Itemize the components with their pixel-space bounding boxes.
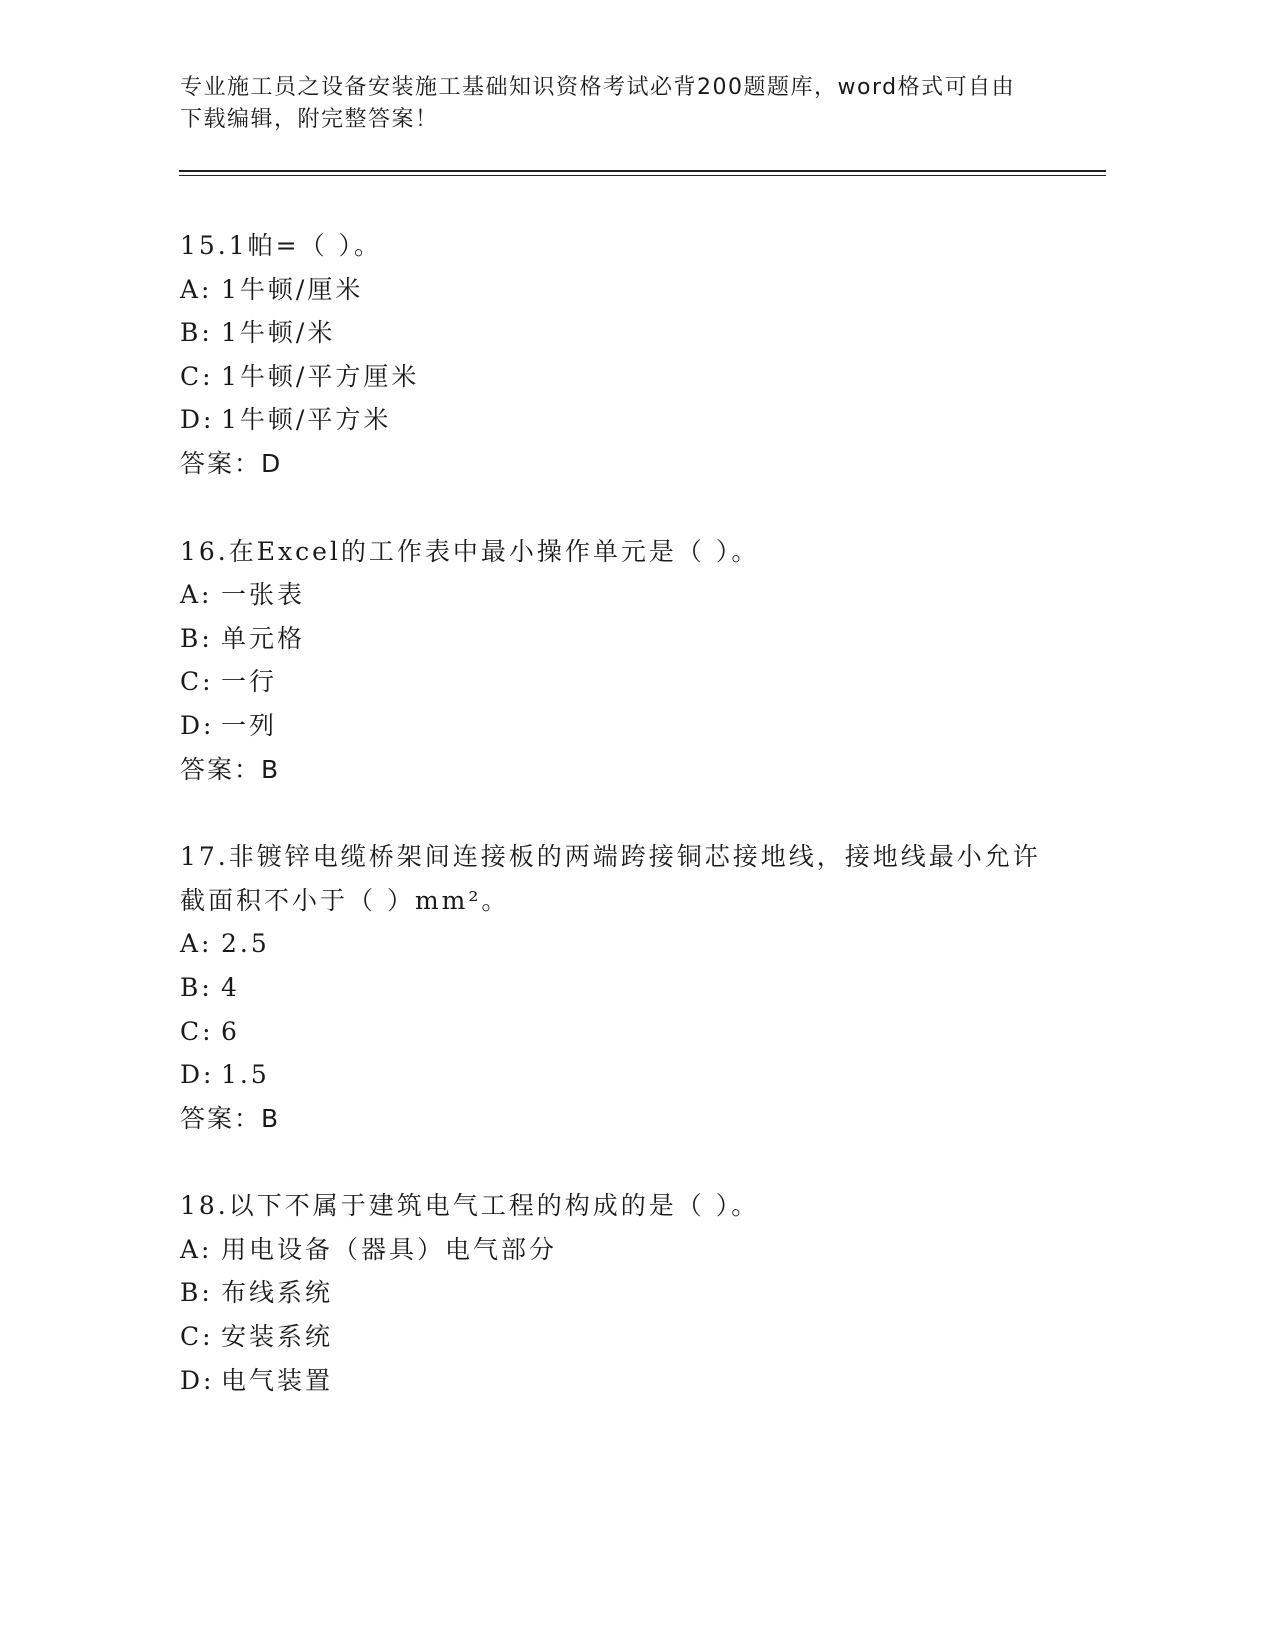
option-letter: C: bbox=[180, 667, 214, 697]
option-letter: B: bbox=[180, 318, 213, 348]
option-letter: B: bbox=[180, 623, 213, 653]
option-c bbox=[180, 355, 1080, 399]
option-c bbox=[180, 660, 1080, 704]
option-c bbox=[180, 1315, 1080, 1359]
answer-line: 答案：B bbox=[180, 754, 281, 784]
answer-line: 答案：D bbox=[180, 448, 283, 478]
header-title-line-1: 专业施工员之设备安装施工基础知识资格考试必背200题题库，word格式可自由 bbox=[180, 75, 1016, 100]
option-text: 一行 bbox=[221, 667, 278, 697]
option-a bbox=[180, 1228, 1080, 1272]
option-letter: D: bbox=[180, 1365, 215, 1395]
option-d bbox=[180, 1359, 1080, 1403]
option-c bbox=[180, 1010, 1080, 1054]
question-stem-continued: 截面积不小于（ ）mm²。 bbox=[180, 885, 510, 915]
question-15 bbox=[180, 224, 1080, 486]
option-letter: D: bbox=[180, 405, 215, 435]
option-a bbox=[180, 268, 1080, 312]
question-17 bbox=[180, 835, 1080, 1140]
option-b bbox=[180, 1271, 1080, 1315]
option-b bbox=[180, 617, 1080, 661]
option-text: 用电设备（器具）电气部分 bbox=[221, 1234, 558, 1264]
option-d bbox=[180, 398, 1080, 442]
option-text: 6 bbox=[221, 1016, 240, 1046]
question-list bbox=[180, 224, 1080, 1446]
header-divider-thin bbox=[179, 175, 1106, 176]
option-text: 电气装置 bbox=[221, 1365, 334, 1395]
option-letter: C: bbox=[180, 361, 214, 391]
option-letter: C: bbox=[180, 1016, 214, 1046]
answer-line: 答案：B bbox=[180, 1103, 281, 1133]
option-text: 1牛顿/米 bbox=[221, 318, 336, 348]
option-letter: D: bbox=[180, 1060, 215, 1090]
question-stem: 15.1帕=（ ）。 bbox=[180, 231, 383, 260]
option-text: 1牛顿/厘米 bbox=[221, 274, 364, 304]
question-18 bbox=[180, 1184, 1080, 1402]
option-letter: A: bbox=[180, 580, 213, 610]
option-a bbox=[180, 922, 1080, 966]
option-text: 1牛顿/平方厘米 bbox=[221, 361, 420, 391]
question-stem: 16.在Excel的工作表中最小操作单元是（ ）。 bbox=[180, 536, 760, 566]
option-text: 1牛顿/平方米 bbox=[221, 405, 392, 435]
header-title-line-2: 下载编辑，附完整答案！ bbox=[180, 107, 439, 132]
option-text: 单元格 bbox=[221, 623, 306, 653]
question-stem: 17.非镀锌电缆桥架间连接板的两端跨接铜芯接地线，接地线最小允许 bbox=[180, 842, 1041, 872]
header-divider-thick bbox=[179, 170, 1106, 172]
option-letter: A: bbox=[180, 1234, 213, 1264]
option-letter: D: bbox=[180, 710, 215, 740]
option-text: 安装系统 bbox=[221, 1322, 334, 1352]
option-letter: B: bbox=[180, 972, 213, 1002]
option-text: 2.5 bbox=[221, 929, 270, 959]
option-letter: B: bbox=[180, 1278, 213, 1308]
option-letter: A: bbox=[180, 274, 213, 304]
option-letter: A: bbox=[180, 929, 213, 959]
question-16 bbox=[180, 530, 1080, 792]
option-a bbox=[180, 573, 1080, 617]
document-header bbox=[180, 72, 1040, 136]
option-text: 一张表 bbox=[221, 580, 306, 610]
question-stem: 18.以下不属于建筑电气工程的构成的是（ ）。 bbox=[180, 1191, 760, 1221]
option-letter: C: bbox=[180, 1322, 214, 1352]
option-b bbox=[180, 311, 1080, 355]
option-d bbox=[180, 1053, 1080, 1097]
option-text: 布线系统 bbox=[221, 1278, 334, 1308]
option-text: 1.5 bbox=[221, 1060, 270, 1090]
option-text: 4 bbox=[221, 972, 240, 1002]
option-text: 一列 bbox=[221, 710, 278, 740]
option-d bbox=[180, 704, 1080, 748]
option-b bbox=[180, 966, 1080, 1010]
